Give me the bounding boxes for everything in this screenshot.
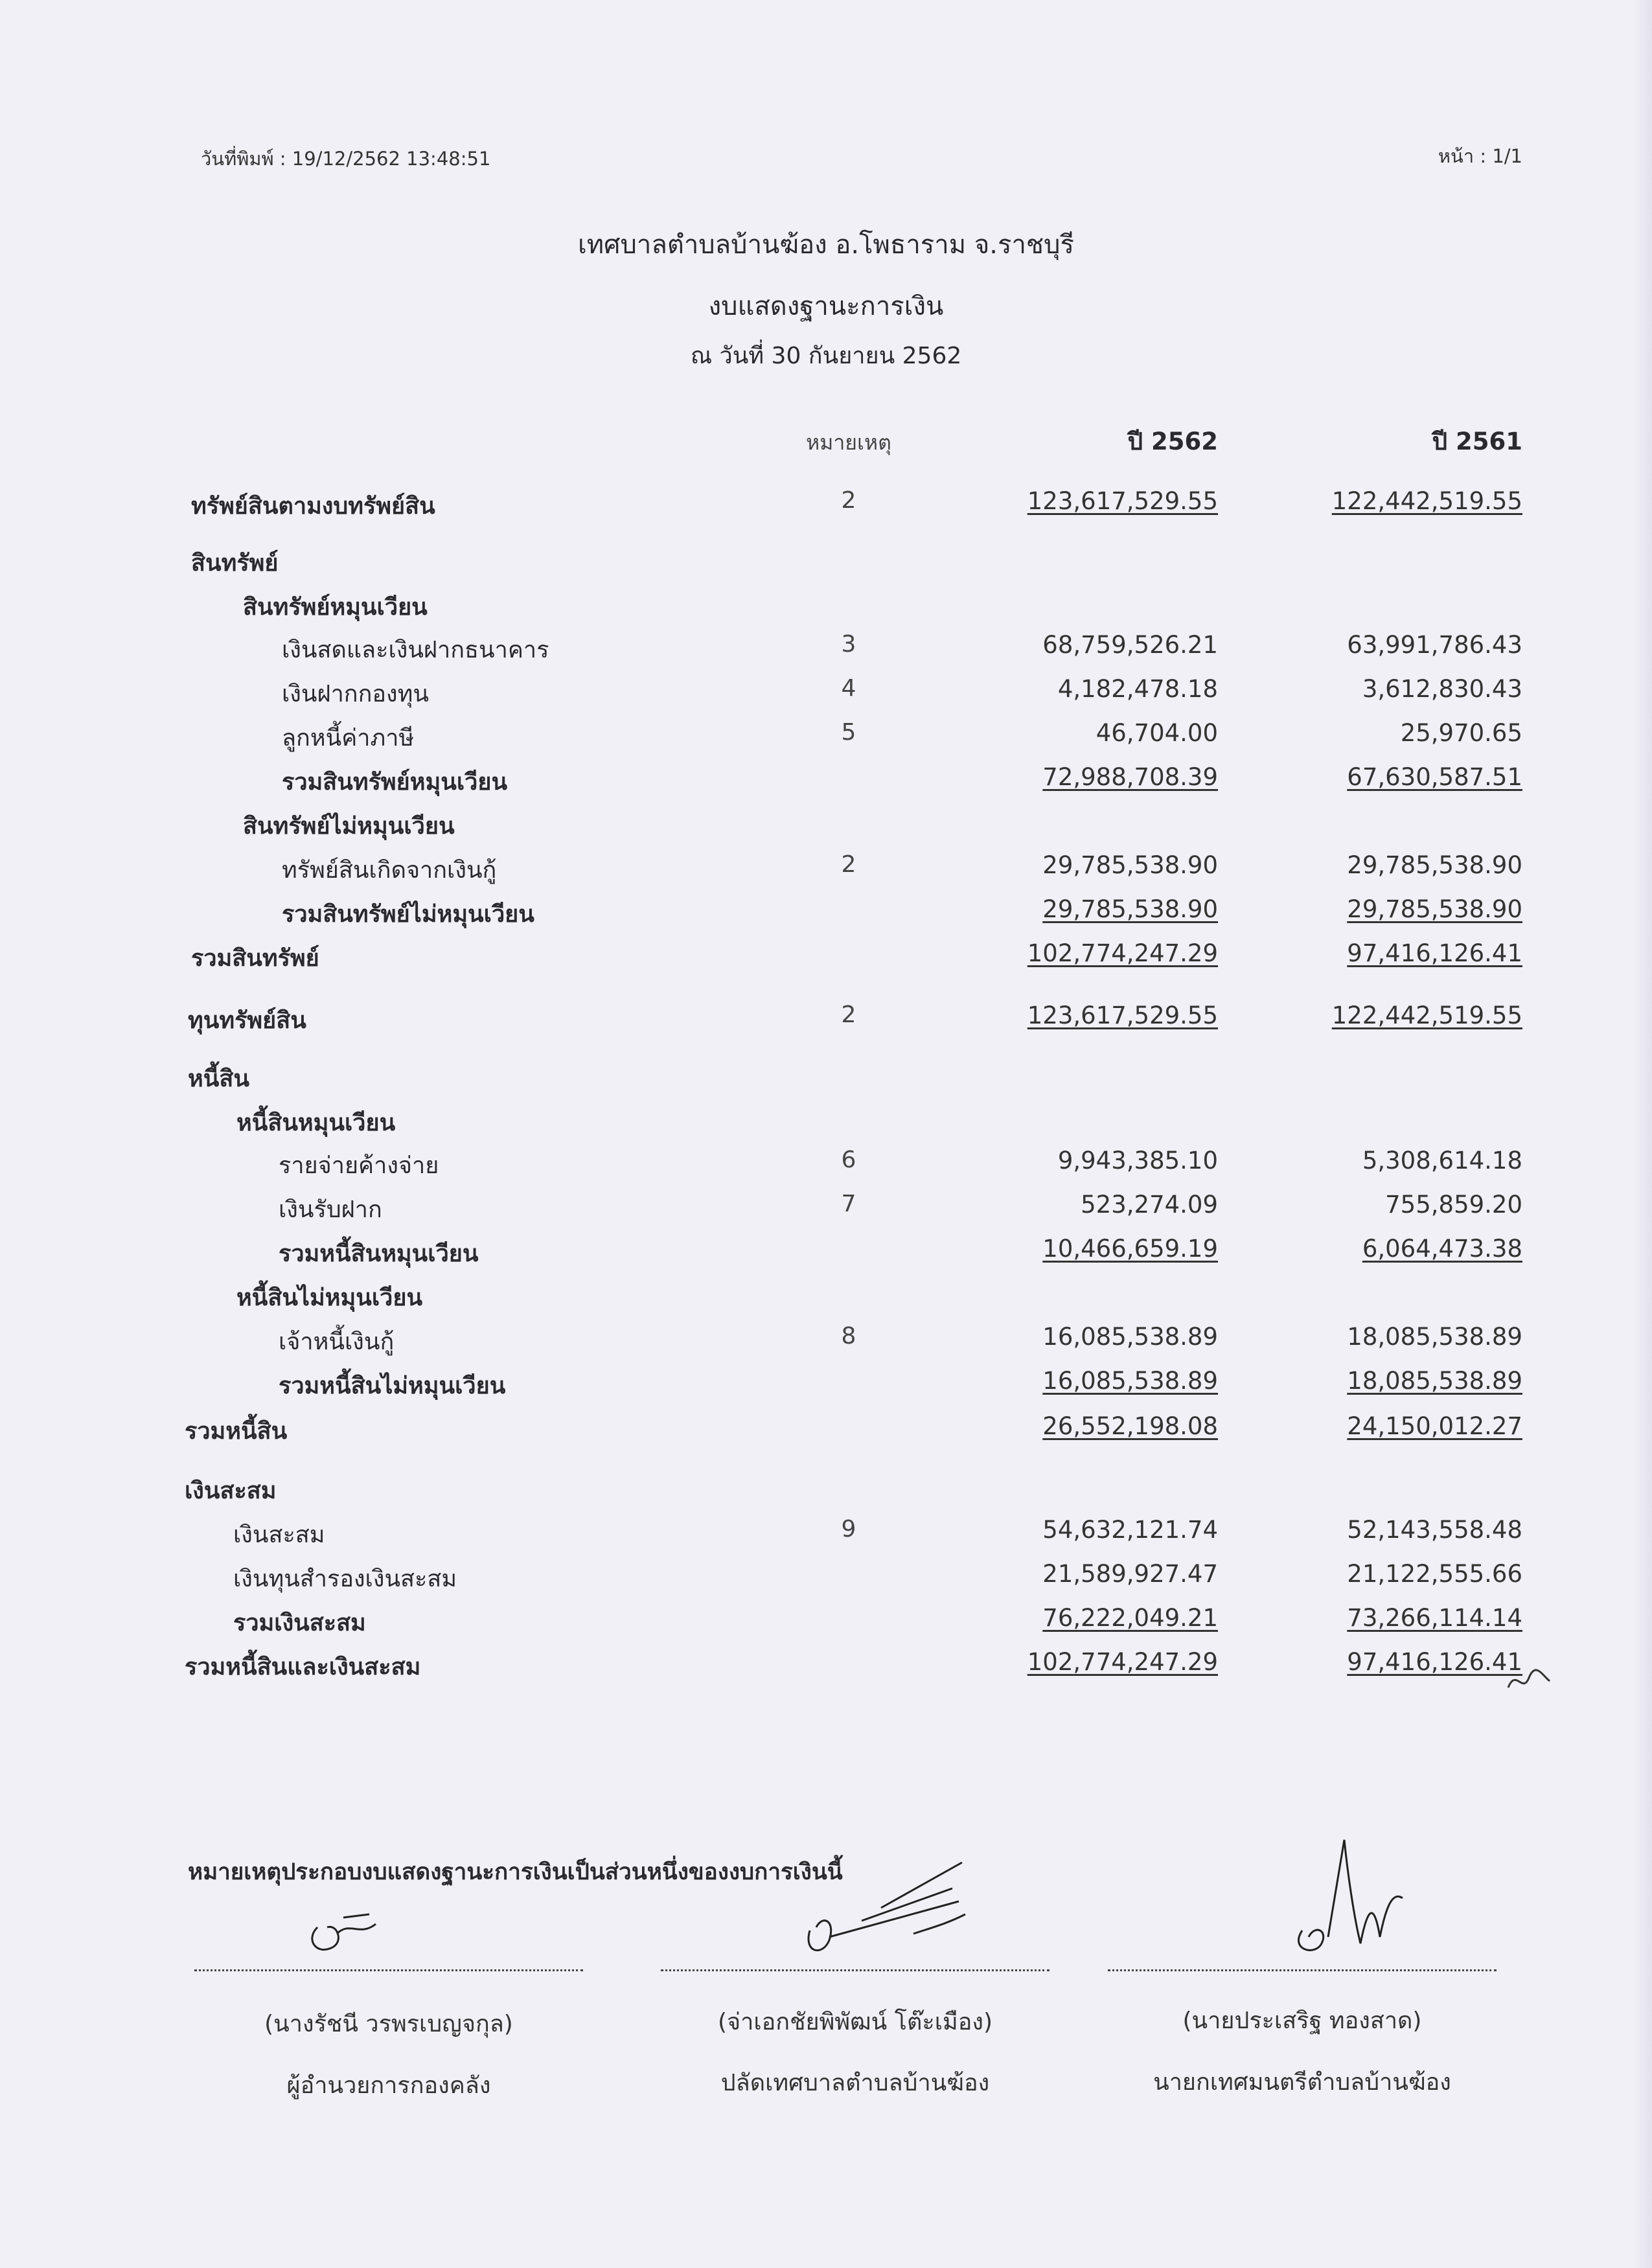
row-value-2561: 122,442,519.55 [1331, 1002, 1522, 1029]
footnote: หมายเหตุประกอบงบแสดงฐานะการเงินเป็นส่วนหนึ่งของงบการเงินนี้ [188, 1859, 843, 1885]
row-note: 6 [841, 1147, 856, 1173]
table-row [0, 675, 1652, 714]
signature-1 [298, 1908, 389, 1960]
signature-line-3 [1108, 1969, 1497, 1971]
row-value-2562: 9,943,385.10 [1057, 1147, 1218, 1174]
row-note: 2 [841, 487, 856, 514]
row-label: รวมหนี้สินและเงินสะสม [185, 1654, 421, 1680]
row-label: ลูกหนี้ค่าภาษี [282, 725, 415, 751]
row-value-2562: 46,704.00 [1096, 719, 1218, 747]
table-row [0, 1002, 1652, 1040]
doc-date: ณ วันที่ 30 กันยายน 2562 [690, 343, 962, 369]
signer-2-name: (จ่าเอกชัยพิพัฒน์ โต๊ะเมือง) [718, 2009, 992, 2035]
row-label: รวมหนี้สินหมุนเวียน [279, 1241, 479, 1267]
row-label: เงินสะสม [233, 1522, 325, 1548]
row-value-2561: 21,122,555.66 [1347, 1560, 1522, 1588]
row-value-2561: 63,991,786.43 [1347, 631, 1522, 659]
initials-mark [1503, 1662, 1555, 1701]
table-row [0, 851, 1652, 890]
doc-title: งบแสดงฐานะการเงิน [708, 292, 944, 321]
print-date: วันที่พิมพ์ : 19/12/2562 13:48:51 [201, 148, 491, 170]
table-row [0, 1235, 1652, 1274]
table-row [0, 1412, 1652, 1451]
row-label: รวมเงินสะสม [233, 1610, 366, 1636]
row-label: รวมหนี้สิน [185, 1418, 288, 1445]
row-value-2562: 26,552,198.08 [1042, 1412, 1218, 1440]
row-value-2562: 21,589,927.47 [1042, 1560, 1218, 1588]
row-label: เจ้าหนี้เงินกู้ [279, 1329, 395, 1355]
table-row [0, 1560, 1652, 1599]
row-value-2561: 67,630,587.51 [1347, 763, 1522, 791]
row-value-2562: 29,785,538.90 [1042, 851, 1218, 879]
row-value-2562: 102,774,247.29 [1027, 1648, 1218, 1676]
col-note-header: หมายเหตุ [806, 430, 891, 455]
row-value-2562: 10,466,659.19 [1042, 1235, 1218, 1263]
signer-1-name: (นางรัชนี วรพรเบญจกุล) [264, 2011, 513, 2037]
row-value-2561: 122,442,519.55 [1331, 487, 1522, 515]
row-value-2562: 29,785,538.90 [1042, 895, 1218, 923]
table-row [0, 487, 1652, 526]
row-value-2561: 24,150,012.27 [1347, 1412, 1522, 1440]
row-note: 4 [841, 675, 856, 702]
row-label: เงินฝากกองทุน [282, 681, 429, 707]
table-row [0, 1648, 1652, 1687]
table-row [0, 1323, 1652, 1362]
row-value-2561: 18,085,538.89 [1347, 1367, 1522, 1395]
table-row [0, 895, 1652, 934]
row-label: สินทรัพย์หมุนเวียน [243, 594, 428, 621]
row-value-2562: 68,759,526.21 [1042, 631, 1218, 659]
row-value-2561: 6,064,473.38 [1362, 1235, 1522, 1263]
page-number: หน้า : 1/1 [1438, 145, 1522, 167]
row-value-2562: 76,222,049.21 [1042, 1604, 1218, 1632]
table-row [0, 1060, 1652, 1099]
row-value-2562: 16,085,538.89 [1042, 1367, 1218, 1395]
row-value-2562: 16,085,538.89 [1042, 1323, 1218, 1351]
row-value-2562: 54,632,121.74 [1042, 1516, 1218, 1544]
signer-3-position: นายกเทศมนตรีตำบลบ้านฆ้อง [1153, 2069, 1451, 2096]
row-value-2562: 123,617,529.55 [1027, 1002, 1218, 1029]
row-label: สินทรัพย์ [191, 550, 279, 577]
row-value-2561: 755,859.20 [1385, 1191, 1522, 1219]
row-note: 9 [841, 1516, 856, 1542]
row-value-2561: 18,085,538.89 [1347, 1323, 1522, 1351]
row-label: หนี้สินไม่หมุนเวียน [236, 1285, 423, 1311]
table-row [0, 1604, 1652, 1643]
row-label: เงินสดและเงินฝากธนาคาร [282, 637, 549, 663]
row-value-2561: 25,970.65 [1400, 719, 1522, 747]
table-row [0, 1472, 1652, 1511]
col-2561-header: ปี 2561 [1432, 428, 1522, 455]
row-label: รวมหนี้สินไม่หมุนเวียน [279, 1373, 506, 1399]
row-value-2562: 102,774,247.29 [1027, 939, 1218, 967]
row-value-2562: 523,274.09 [1081, 1191, 1218, 1219]
row-note: 8 [841, 1323, 856, 1349]
row-note: 2 [841, 851, 856, 878]
table-row [0, 1147, 1652, 1186]
row-label: หนี้สินหมุนเวียน [236, 1110, 396, 1136]
row-label: ทรัพย์สินเกิดจากเงินกู้ [282, 857, 497, 884]
row-label: เงินรับฝาก [279, 1197, 382, 1223]
table-row [0, 588, 1652, 627]
row-value-2561: 5,308,614.18 [1362, 1147, 1522, 1174]
row-label: ทรัพย์สินตามงบทรัพย์สิน [191, 493, 435, 520]
row-value-2562: 72,988,708.39 [1042, 763, 1218, 791]
signer-2-position: ปลัดเทศบาลตำบลบ้านฆ้อง [720, 2070, 990, 2096]
signature-2 [784, 1850, 978, 1966]
signature-3 [1283, 1833, 1412, 1969]
table-row [0, 763, 1652, 802]
col-2562-header: ปี 2562 [1127, 428, 1218, 455]
table-row [0, 1191, 1652, 1230]
signer-1-position: ผู้อำนวยการกองคลัง [286, 2072, 491, 2099]
row-label: สินทรัพย์ไม่หมุนเวียน [243, 813, 455, 840]
row-value-2562: 123,617,529.55 [1027, 487, 1218, 515]
table-row [0, 719, 1652, 758]
table-row [0, 1104, 1652, 1143]
table-row [0, 544, 1652, 583]
row-note: 2 [841, 1002, 856, 1028]
row-value-2561: 3,612,830.43 [1362, 675, 1522, 703]
row-label: เงินสะสม [185, 1478, 277, 1504]
signer-3-name: (นายประเสริฐ ทองสาด) [1182, 2008, 1422, 2034]
table-row [0, 807, 1652, 846]
table-row [0, 939, 1652, 978]
org-title: เทศบาลตำบลบ้านฆ้อง อ.โพธาราม จ.ราชบุรี [578, 230, 1074, 260]
row-label: หนี้สิน [188, 1066, 249, 1092]
row-value-2561: 73,266,114.14 [1347, 1604, 1522, 1632]
row-label: เงินทุนสำรองเงินสะสม [233, 1566, 457, 1592]
row-value-2561: 29,785,538.90 [1347, 895, 1522, 923]
table-row [0, 631, 1652, 670]
row-note: 7 [841, 1191, 856, 1217]
signature-line-2 [661, 1969, 1050, 1971]
row-value-2561: 97,416,126.41 [1347, 939, 1522, 967]
row-label: รายจ่ายค้างจ่าย [279, 1152, 439, 1179]
row-value-2561: 29,785,538.90 [1347, 851, 1522, 879]
row-label: รวมสินทรัพย์หมุนเวียน [282, 769, 508, 796]
table-row [0, 1367, 1652, 1406]
table-row [0, 1516, 1652, 1555]
table-row [0, 1279, 1652, 1318]
row-label: ทุนทรัพย์สิน [188, 1007, 306, 1034]
row-note: 3 [841, 631, 856, 658]
row-label: รวมสินทรัพย์ [191, 945, 319, 972]
row-note: 5 [841, 719, 856, 746]
row-value-2561: 97,416,126.41 [1347, 1648, 1522, 1676]
row-label: รวมสินทรัพย์ไม่หมุนเวียน [282, 901, 534, 928]
signature-line-1 [194, 1969, 583, 1971]
row-value-2562: 4,182,478.18 [1057, 675, 1218, 703]
row-value-2561: 52,143,558.48 [1347, 1516, 1522, 1544]
